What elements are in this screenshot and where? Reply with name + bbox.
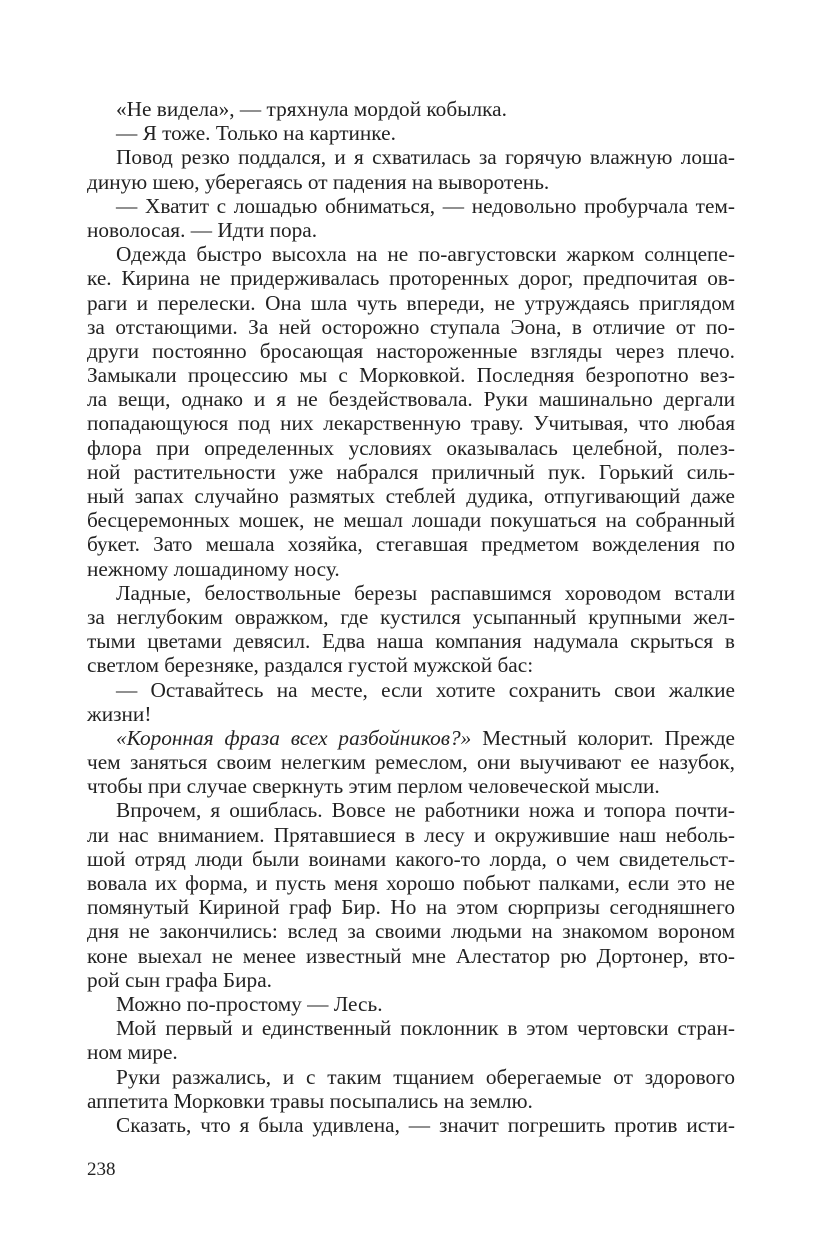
line-text: букет. Зато мешала хозяйка, стегавшая предметом вожделения по [87,532,735,557]
line-text: светлом березняке, раздался густой мужской бас: [87,653,534,678]
text-line [87,1016,735,1040]
text-line [87,992,735,1016]
text-line [87,629,735,653]
line-text: други постоянно бросающая настороженные взгляды через плечо. [87,338,735,363]
text-line [87,750,735,774]
text-line [87,1113,735,1137]
text-line [87,291,735,315]
line-text: попадающуюся под них лекарственную траву. Учитывая, что любая [87,411,735,436]
line-text: Мой первый и единственный поклонник в этом чертовски стран- [116,1016,735,1041]
text-line [87,678,735,702]
line-text: ной растительности уже набрался приличный пук. Горький силь- [87,459,735,484]
line-text: Повод резко поддался, и я схватилась за горячую влажную лоша- [116,145,735,170]
line-text: ный запах случайно размятых стеблей дудика, отпугивающий даже [87,484,735,508]
line-text: новолосая. — Идти пора. [87,217,318,242]
text-line [87,895,735,919]
line-text: — Хватит с лошадью обниматься, — недовольно пробурчала тем- [116,193,735,218]
line-text: шой отряд люди были воинами какого-то лорда, о чем свидетельст- [87,846,735,871]
text-line [87,702,735,726]
line-text: вовала их форма, и пусть меня хорошо побьют палками, если это не [87,871,735,895]
line-text: — Я тоже. Только на картинке. [116,121,396,146]
text-line [87,726,735,750]
text-line [87,1065,735,1089]
text-line [87,581,735,605]
line-text: чем заняться своим нелегким ремеслом, они выучивают ее назубок, [87,750,735,775]
line-text: рой сын графа Бира. [87,967,272,992]
text-line [87,170,735,194]
text-line [87,460,735,484]
text-line [87,774,735,798]
line-text: Впрочем, я ошиблась. Вовсе не работники ножа и топора почти- [116,798,735,823]
text-line [87,823,735,847]
line-text: Одежда быстро высохла на не по-августовски жарком солнцепе- [116,242,735,267]
text-line [87,363,735,387]
line-text: Ладные, белоствольные березы распавшимся хороводом встали [116,580,735,605]
text-line [87,653,735,677]
text-line [87,315,735,339]
text-line [87,436,735,460]
text-line [87,944,735,968]
line-text: — Оставайтесь на месте, если хотите сохранить свои жалкие [116,677,735,702]
line-text: ке. Кирина не придерживалась проторенных дорог, предпочитая ов- [87,266,735,291]
line-text: жизни! [87,701,152,726]
text-line [87,121,735,145]
line-text: нежному лошадиному носу. [87,556,340,581]
line-text: Местный колорит. Прежде [471,725,735,750]
line-text: флора при определенных условиях оказывалась целебной, полез- [87,435,735,460]
text-line [87,194,735,218]
line-text: чтобы при случае сверкнуть этим перлом человеческой мысли. [87,774,660,799]
text-line [87,1040,735,1064]
text-line [87,411,735,435]
text-line [87,484,735,508]
line-text: ли нас вниманием. Прятавшиеся в лесу и окружившие наш неболь- [87,822,735,847]
text-line [87,605,735,629]
line-text: за отстающими. За ней осторожно ступала Эона, в отличие от по- [87,314,735,339]
text-line [87,557,735,581]
text-line [87,339,735,363]
line-text: помянутый Кириной граф Бир. Но на этом сюрпризы сегодняшнего [87,895,735,920]
line-text: Руки разжались, и с таким тщанием оберегаемые от здорового [116,1064,735,1089]
text-line [87,871,735,895]
text-line [87,532,735,556]
line-text: диную шею, уберегаясь от падения на выворотень. [87,169,550,194]
text-line [87,266,735,290]
text-line [87,798,735,822]
text-line [87,847,735,871]
line-text: Сказать, что я была удивлена, — значит погрешить против исти- [116,1112,735,1137]
line-text: аппетита Морковки травы посыпались на землю. [87,1088,533,1113]
line-text: бесцеремонных мошек, не мешал лошади покушаться на собранный [87,508,735,533]
text-line [87,968,735,992]
italic-phrase: «Коронная фраза всех разбойников?» [116,725,472,750]
text-line [87,508,735,532]
text-line [87,1089,735,1113]
body-text [87,97,735,1137]
line-text: раги и перелески. Она шла чуть впереди, не утруждаясь приглядом [87,290,735,315]
line-text: тыми цветами девясил. Едва наша компания надумала скрыться в [87,629,735,654]
text-line [87,919,735,943]
line-text: Замыкали процессию мы с Морковкой. Последняя безропотно вез- [87,363,735,388]
line-text: «Не видела», — тряхнула мордой кобылка. [116,97,507,121]
line-text: коне выехал не менее известный мне Алестатор рю Дортонер, вто- [87,943,735,968]
text-line [87,218,735,242]
page-number: 238 [87,1159,116,1180]
text-line [87,145,735,169]
text-line [87,97,735,121]
line-text: дня не закончились: вслед за своими людьми на знакомом вороном [87,919,735,944]
line-text: Можно по-простому — Лесь. [116,991,383,1016]
line-text: за неглубоким овражком, где кустился усыпанный крупными жел- [87,604,735,629]
text-line [87,387,735,411]
line-text: ном мире. [87,1040,178,1065]
line-text: ла вещи, однако и я не бездействовала. Руки машинально дергали [87,387,735,412]
text-line [87,242,735,266]
